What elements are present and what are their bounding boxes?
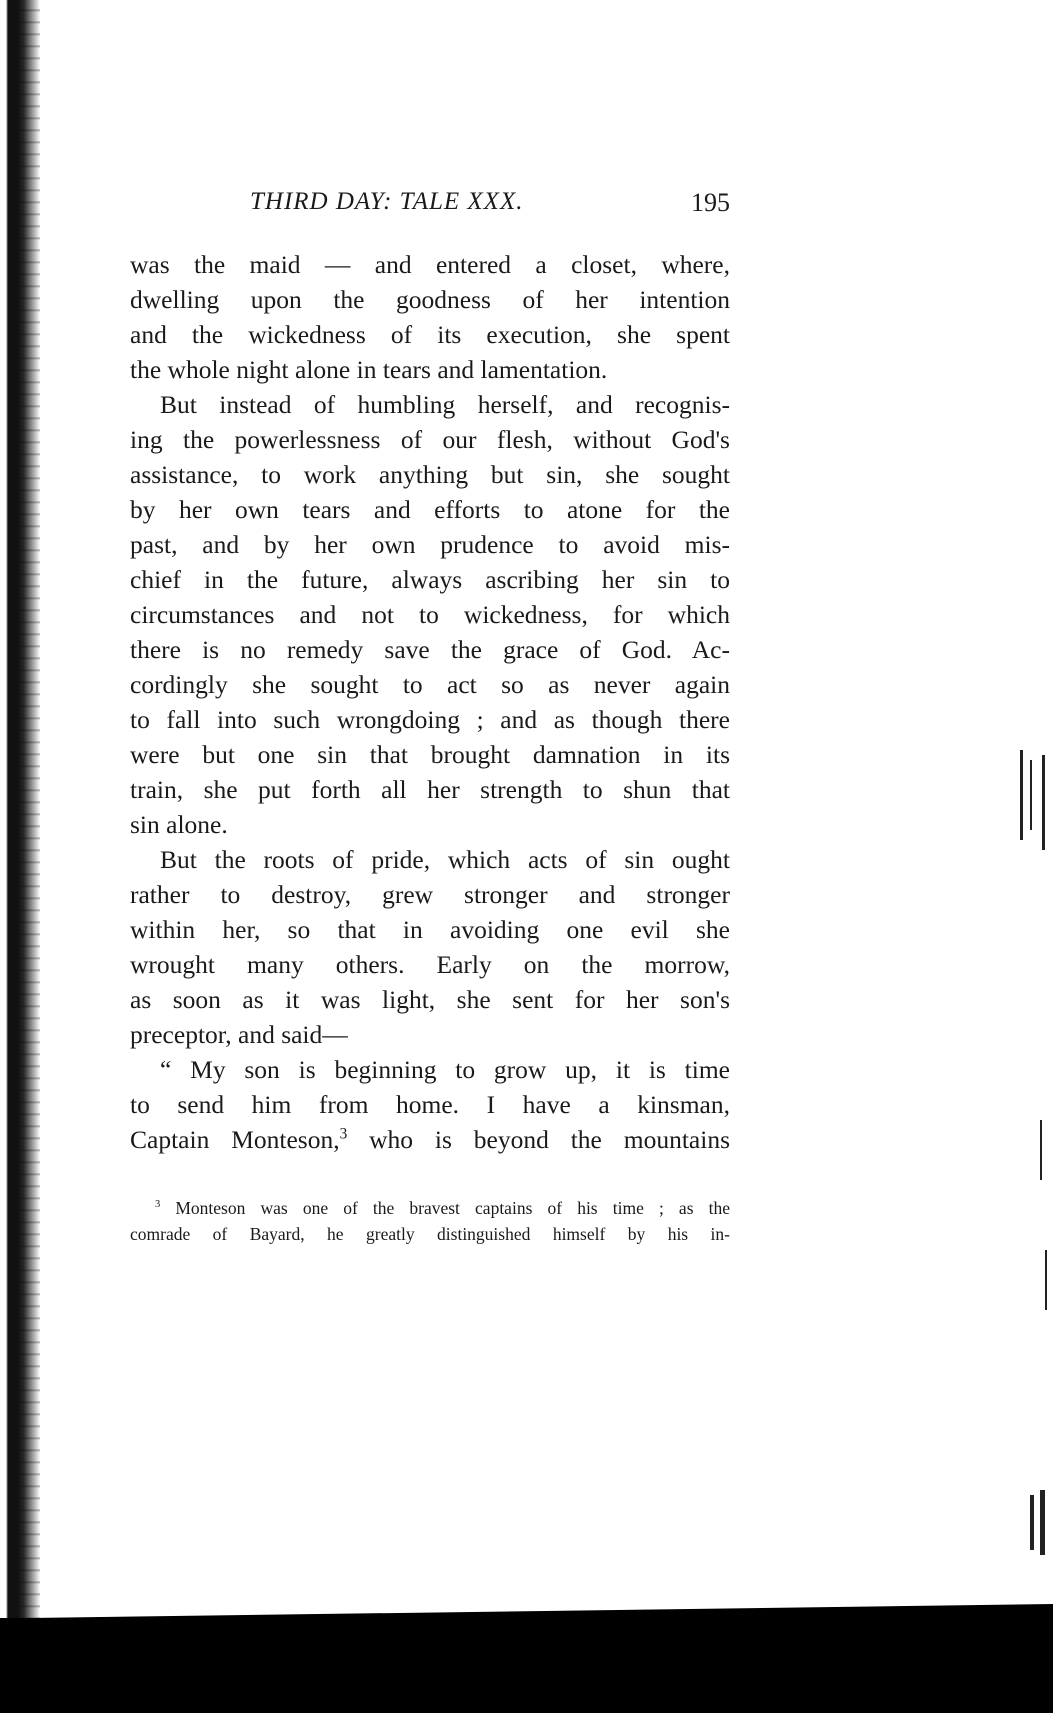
- body-text: [130, 247, 730, 1157]
- text-line: cordingly she sought to act so as never again: [130, 670, 730, 699]
- text-line: But the roots of pride, which acts of sin ought: [160, 845, 730, 874]
- text-line: were but one sin that brought damnation in its: [130, 740, 730, 769]
- footnote-line: [130, 1195, 730, 1221]
- text-line: by her own tears and efforts to atone for the: [130, 495, 730, 524]
- text-line: and the wickedness of its execution, she spent: [130, 320, 730, 349]
- text-line: ing the powerlessness of our flesh, without God's: [130, 425, 730, 454]
- scan-mark: [1040, 1120, 1042, 1180]
- scan-mark: [1042, 755, 1045, 850]
- text-line: But instead of humbling herself, and recognis-: [160, 390, 730, 419]
- footnote-line: comrade of Bayard, he greatly distinguished himself by his in-: [130, 1224, 730, 1244]
- text-line: as soon as it was light, she sent for her son's: [130, 985, 730, 1014]
- scan-binding-speckle: [20, 0, 40, 1620]
- text-line: sin alone.: [130, 810, 228, 839]
- text-line: train, she put forth all her strength to shun that: [130, 775, 730, 804]
- scan-mark: [1045, 1250, 1047, 1310]
- text-line: wrought many others. Early on the morrow,: [130, 950, 730, 979]
- page-header: [250, 188, 730, 228]
- text-line: to fall into such wrongdoing ; and as though there: [130, 705, 730, 734]
- text-line: to send him from home. I have a kinsman,: [130, 1090, 730, 1119]
- footnote-ref[interactable]: 3: [339, 1125, 348, 1143]
- scan-mark: [1030, 760, 1032, 830]
- text-line: there is no remedy save the grace of God. Ac-: [130, 635, 730, 664]
- scan-bottom-band: [0, 1618, 1053, 1713]
- text-line: chief in the future, always ascribing her sin to: [130, 565, 730, 594]
- text-line: rather to destroy, grew stronger and stronger: [130, 880, 730, 909]
- scan-mark: [1020, 750, 1023, 840]
- footnote-marker: 3: [155, 1199, 161, 1211]
- text-line: past, and by her own prudence to avoid mis-: [130, 530, 730, 559]
- text-line: dwelling upon the goodness of her intention: [130, 285, 730, 314]
- scan-mark: [1040, 1490, 1045, 1555]
- text-line: was the maid — and entered a closet, where,: [130, 250, 730, 279]
- page-number: 195: [691, 188, 730, 217]
- text-line: “ My son is beginning to grow up, it is time: [160, 1055, 730, 1084]
- text-fragment: who is beyond the mountains: [347, 1125, 730, 1154]
- text-line: preceptor, and said—: [130, 1020, 348, 1049]
- text-line: [130, 1122, 730, 1157]
- text-fragment: Captain Monteson,: [130, 1125, 340, 1154]
- footnote: [130, 1195, 730, 1247]
- scan-mark: [1030, 1495, 1034, 1550]
- text-line: assistance, to work anything but sin, she sought: [130, 460, 730, 489]
- footnote-text: Monteson was one of the bravest captains of his time ; as the: [160, 1198, 730, 1218]
- text-line: circumstances and not to wickedness, for which: [130, 600, 730, 629]
- text-line: within her, so that in avoiding one evil she: [130, 915, 730, 944]
- text-line: the whole night alone in tears and lamentation.: [130, 355, 608, 384]
- running-head: THIRD DAY: TALE XXX.: [250, 188, 524, 215]
